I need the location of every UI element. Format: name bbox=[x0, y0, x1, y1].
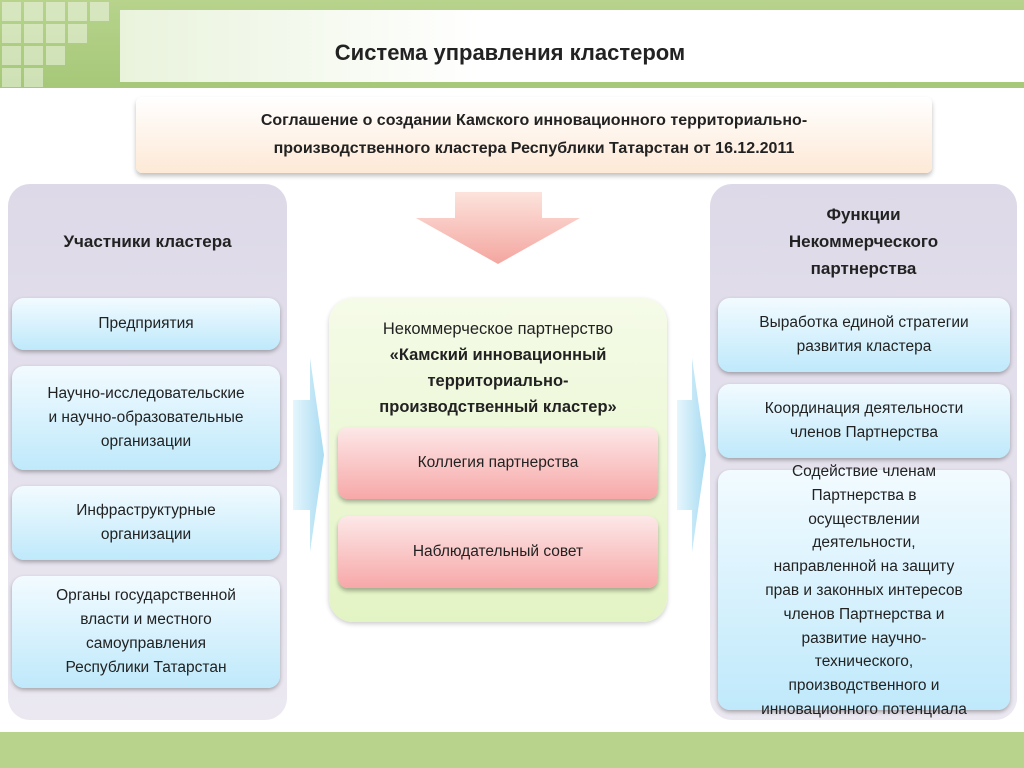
down-arrow-icon bbox=[416, 192, 580, 264]
participant-research-orgs: Научно-исследовательские и научно-образовательные организации bbox=[12, 366, 280, 470]
center-line-4: производственный кластер» bbox=[379, 398, 617, 416]
page-title: Система управления кластером bbox=[334, 40, 686, 65]
right-arrow-right-icon bbox=[677, 358, 706, 552]
right-arrow-left-icon bbox=[293, 358, 324, 552]
agreement-line-2: производственного кластера Республики Татарстан от 16.12.2011 bbox=[273, 140, 795, 157]
center-line-1: Некоммерческое партнерство bbox=[382, 320, 614, 338]
center-line-2: «Камский инновационный bbox=[389, 346, 607, 364]
left-panel-title: Участники кластера bbox=[63, 232, 232, 251]
partnership-board: Коллегия партнерства bbox=[338, 427, 658, 499]
footer-band bbox=[0, 732, 1024, 768]
function-strategy: Выработка единой стратегии развития кластера bbox=[718, 298, 1010, 372]
right-panel-title: Функции Некоммерческого партнерства bbox=[788, 205, 939, 278]
center-line-3: территориально- bbox=[427, 372, 569, 390]
supervisory-council: Наблюдательный совет bbox=[338, 516, 658, 588]
center-panel-heading bbox=[329, 316, 667, 420]
participant-infrastructure-orgs: Инфраструктурные организации bbox=[12, 486, 280, 560]
participant-enterprises: Предприятия bbox=[12, 298, 280, 350]
agreement-line-1: Соглашение о создании Камского инновационного территориально- bbox=[260, 112, 808, 129]
participant-government-bodies: Органы государственной власти и местного самоуправления Республики Татарстан bbox=[12, 576, 280, 688]
function-support: Содействие членам Партнерства в осуществлении деятельности, направленной на защиту прав и законных интересов членов Партнерства и развитие научно- технического, производственного и инновационного потенциала bbox=[718, 470, 1010, 710]
function-coordination: Координация деятельности членов Партнерства bbox=[718, 384, 1010, 458]
